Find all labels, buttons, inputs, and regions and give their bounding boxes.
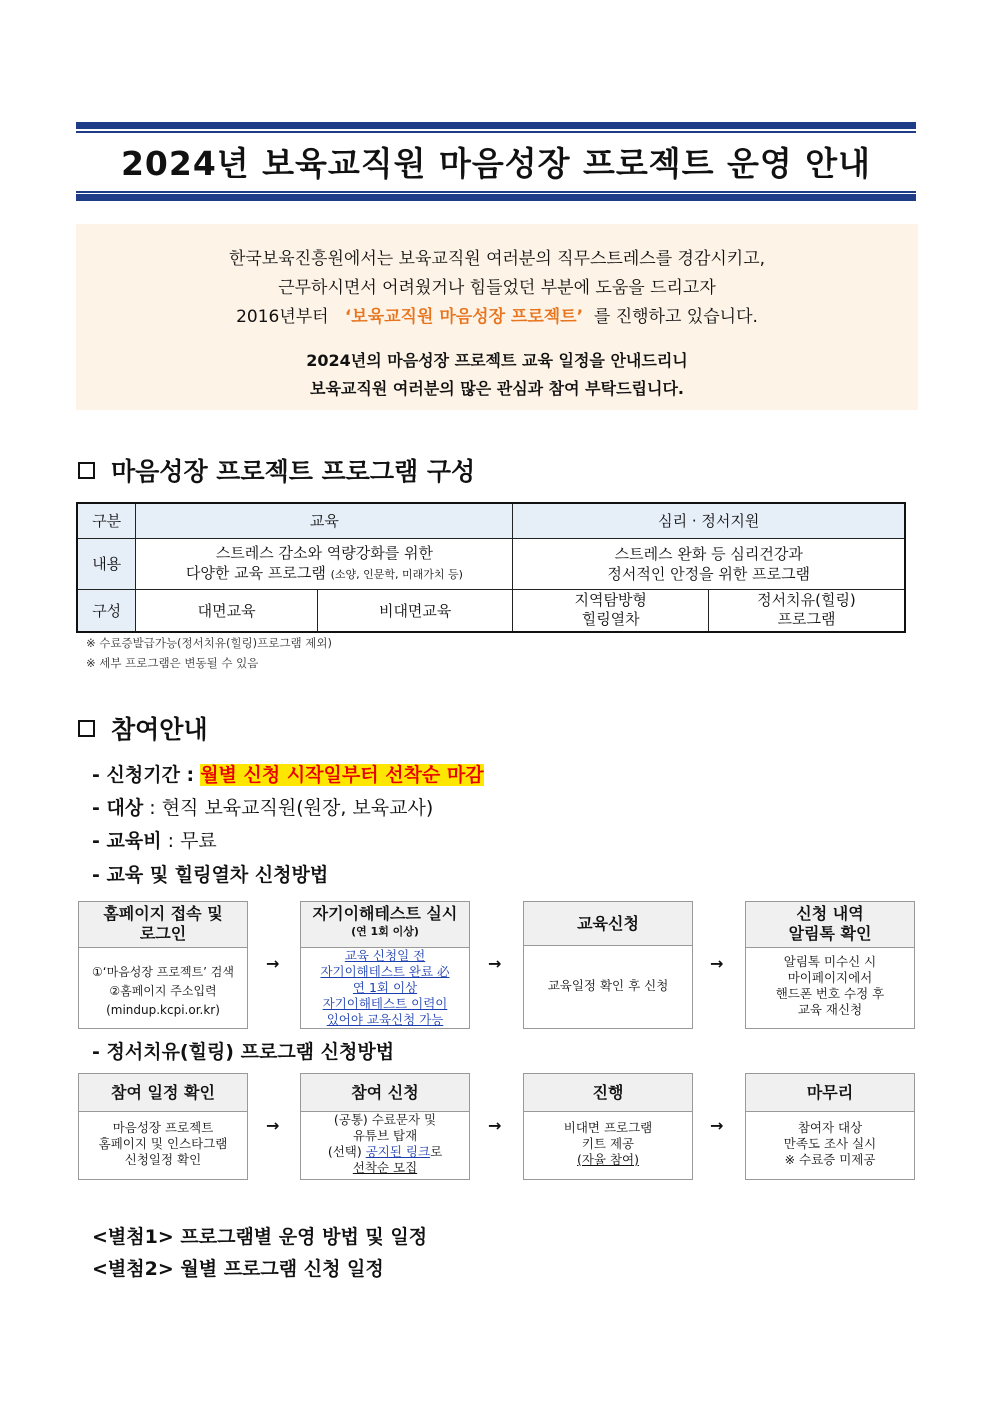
checkbox-square-icon xyxy=(78,462,95,479)
table-note-1: ※ 수료증발급가능(정서치유(힐링)프로그램 제외) xyxy=(86,636,332,650)
flow1-arrow-1: → xyxy=(266,954,280,973)
flow1-arrow-3: → xyxy=(710,954,724,973)
checkbox-square-icon xyxy=(78,720,95,737)
table-cell-healing-program: 정서치유(힐링) 프로그램 xyxy=(708,589,905,632)
target-audience: - 대상 : 현직 보육교직원(원장, 보육교사) xyxy=(92,797,434,819)
flow2-step-check-schedule: 참여 일정 확인 마음성장 프로젝트 홈페이지 및 인스타그램 신청일정 확인 xyxy=(78,1073,248,1180)
flow2-step-apply: 참여 신청 (공통) 수료문자 및 유튜브 탑재 (선택) 공지된 링크로 선착순 모집 xyxy=(300,1073,470,1180)
flow2-arrow-3: → xyxy=(710,1116,724,1135)
intro-bold-2: 보육교직원 여러분의 많은 관심과 참여 부탁드립니다. xyxy=(310,379,684,398)
table-cell-psychology-content: 스트레스 완화 등 심리건강과 정서적인 안정을 위한 프로그램 xyxy=(513,538,905,589)
flow2-step-finish: 마무리 참여자 대상 만족도 조사 실시 ※ 수료증 미제공 xyxy=(745,1073,915,1180)
table-header-education: 교육 xyxy=(136,503,513,538)
flow1-step-apply: 교육신청 교육일정 확인 후 신청 xyxy=(523,901,693,1029)
project-name-highlight: ‘보육교직원 마음성장 프로젝트’ xyxy=(344,307,584,327)
flow2-arrow-2: → xyxy=(488,1116,502,1135)
method-2-label: - 정서치유(힐링) 프로그램 신청방법 xyxy=(92,1041,395,1063)
table-cell-face-to-face: 대면교육 xyxy=(136,589,318,632)
notice-link[interactable]: 공지된 링크 xyxy=(365,1144,431,1159)
table-note-2: ※ 세부 프로그램은 변동될 수 있음 xyxy=(86,656,259,670)
education-fee: - 교육비 : 무료 xyxy=(92,830,217,852)
intro-line-1: 한국보육진흥원에서는 보육교직원 여러분의 직무스트레스를 경감시키고, xyxy=(228,249,766,269)
flow1-step-notification: 신청 내역 알림톡 확인 알림톡 미수신 시 마이페이지에서 핸드폰 번호 수정 후 교육 재신청 xyxy=(745,901,915,1029)
application-period-value: 월별 신청 시작일부터 선착순 마감 xyxy=(200,764,484,786)
program-table xyxy=(76,502,906,633)
section-program-heading: 마음성장 프로젝트 프로그램 구성 xyxy=(78,452,475,488)
table-cell-education-content: 스트레스 감소와 역량강화를 위한 다양한 교육 프로그램 (소양, 인문학, 미래가치 등) xyxy=(136,538,513,589)
flow1-step-login: 홈페이지 접속 및 로그인 ①‘마음성장 프로젝트’ 검색 ②홈페이지 주소입력 (mindup.kcpi.or.kr) xyxy=(78,901,248,1029)
table-row-content-label: 내용 xyxy=(77,538,136,589)
table-row-composition-label: 구성 xyxy=(77,589,136,632)
title-top-bar xyxy=(76,122,916,129)
intro-line-3-post: 를 진행하고 있습니다. xyxy=(593,307,758,327)
flow2-arrow-1: → xyxy=(266,1116,280,1135)
flow1-step-self-test: 자기이해테스트 실시 (연 1회 이상) 교육 신청일 전 자기이해테스트 완료 必 연 1회 이상 자기이해테스트 이력이 있어야 교육신청 가능 xyxy=(300,901,470,1029)
section-participation-heading: 참여안내 xyxy=(78,710,208,746)
title-bottom-bar xyxy=(76,194,916,201)
application-period: - 신청기간 : 월별 신청 시작일부터 선착순 마감 xyxy=(92,764,484,786)
intro-box xyxy=(76,224,918,410)
method-1-label: - 교육 및 힐링열차 신청방법 xyxy=(92,864,329,886)
table-header-label: 구분 xyxy=(77,503,136,538)
page-title: 2024년 보육교직원 마음성장 프로젝트 운영 안내 xyxy=(120,144,872,183)
title-top-line xyxy=(76,131,916,133)
attachment-2: <별첨2> 월별 프로그램 신청 일정 xyxy=(92,1258,384,1280)
intro-line-2: 근무하시면서 어려웠거나 힘들었던 부분에 도움을 드리고자 xyxy=(278,278,716,298)
flow1-arrow-2: → xyxy=(488,954,502,973)
table-header-psychology: 심리 · 정서지원 xyxy=(513,503,905,538)
table-cell-online: 비대면교육 xyxy=(317,589,513,632)
attachment-1: <별첨1> 프로그램별 운영 방법 및 일정 xyxy=(92,1226,428,1248)
table-cell-healing-train: 지역탐방형 힐링열차 xyxy=(513,589,709,632)
intro-bold-1: 2024년의 마음성장 프로젝트 교육 일정을 안내드리니 xyxy=(306,351,688,370)
flow2-step-progress: 진행 비대면 프로그램 키트 제공 (자율 참여) xyxy=(523,1073,693,1180)
title-bottom-line xyxy=(76,191,916,193)
intro-line-3-pre: 2016년부터 xyxy=(236,307,329,327)
intro-line-3 xyxy=(76,303,918,332)
